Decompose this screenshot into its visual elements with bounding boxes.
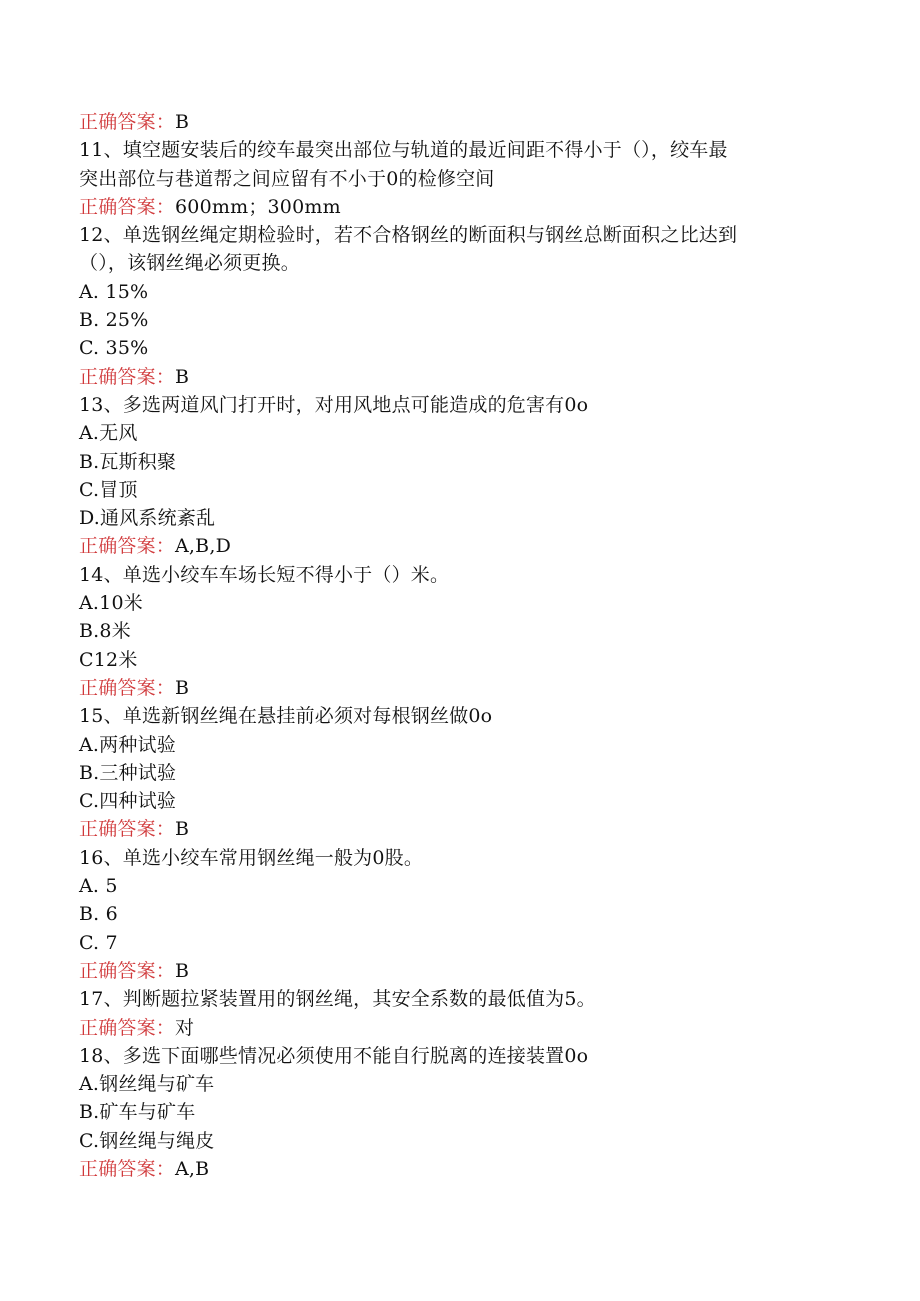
answer-label: 正确答案： (79, 676, 176, 699)
answer-label: 正确答案： (79, 1016, 176, 1039)
answer-value: A,B,D (175, 535, 232, 558)
text-line: C. 7 (79, 931, 118, 954)
answer-line (79, 193, 849, 221)
answer-value: B (175, 676, 190, 699)
text-line: C. 35% (79, 337, 149, 360)
answer-label: 正确答案： (79, 959, 176, 982)
text-line: A. 15% (79, 280, 149, 303)
text-line: A. 5 (79, 875, 118, 898)
text-line: 17、判断题拉紧装置用的钢丝绳，其安全系数的最低值为5。 (79, 988, 596, 1011)
answer-line (79, 363, 849, 391)
answer-label: 正确答案： (79, 195, 176, 218)
text-line: B.三种试验 (79, 761, 177, 784)
text-line: B. 6 (79, 903, 118, 926)
answer-value: 对 (175, 1016, 195, 1039)
text-line: （），该钢丝绳必须更换。 (79, 252, 300, 275)
text-line: 11、填空题安装后的绞车最突出部位与轨道的最近间距不得小于（），绞车最 (79, 139, 728, 162)
text-line: B.矿车与矿车 (79, 1101, 196, 1124)
text-line: A.10米 (79, 592, 143, 615)
answer-value: 600mm；300mm (175, 195, 341, 218)
text-line: 16、单选小绞车常用钢丝绳一般为0股。 (79, 846, 424, 869)
text-line: C.四种试验 (79, 790, 177, 813)
text-line: B.8米 (79, 620, 131, 643)
answer-label: 正确答案： (79, 1157, 176, 1180)
answer-line (79, 674, 849, 702)
text-line: 12、单选钢丝绳定期检验时，若不合格钢丝的断面积与钢丝总断面积之比达到 (79, 224, 738, 247)
text-line: 突出部位与巷道帮之间应留有不小于0的检修空间 (79, 167, 495, 190)
text-line: 14、单选小绞车车场长短不得小于（）米。 (79, 563, 450, 586)
answer-label: 正确答案： (79, 535, 176, 558)
text-line: A.无风 (79, 422, 138, 445)
answer-label: 正确答案： (79, 818, 176, 841)
text-line: C.钢丝绳与绳皮 (79, 1129, 215, 1152)
answer-value: B (175, 365, 190, 388)
question-list (79, 108, 849, 1183)
answer-value: B (175, 818, 190, 841)
text-line: B.瓦斯积聚 (79, 450, 177, 473)
answer-value: B (175, 959, 190, 982)
text-line: 13、多选两道风门打开时，对用风地点可能造成的危害有0o (79, 393, 589, 416)
answer-line (79, 815, 849, 843)
text-line: C12米 (79, 648, 138, 671)
answer-line (79, 108, 849, 136)
text-line: B. 25% (79, 309, 149, 332)
text-line: 18、多选下面哪些情况必须使用不能自行脱离的连接装置0o (79, 1044, 589, 1067)
answer-label: 正确答案： (79, 365, 176, 388)
text-line: 15、单选新钢丝绳在悬挂前必须对每根钢丝做0o (79, 705, 493, 728)
text-line: C.冒顶 (79, 478, 138, 501)
answer-line (79, 1014, 849, 1042)
answer-value: B (175, 111, 190, 133)
answer-value: A,B (175, 1157, 210, 1180)
answer-line (79, 957, 849, 985)
text-line: A.钢丝绳与矿车 (79, 1073, 215, 1096)
answer-label: 正确答案： (79, 111, 176, 133)
text-line: A.两种试验 (79, 733, 176, 756)
text-line: D.通风系统紊乱 (79, 507, 216, 530)
answer-line (79, 1155, 849, 1183)
answer-line (79, 532, 849, 560)
